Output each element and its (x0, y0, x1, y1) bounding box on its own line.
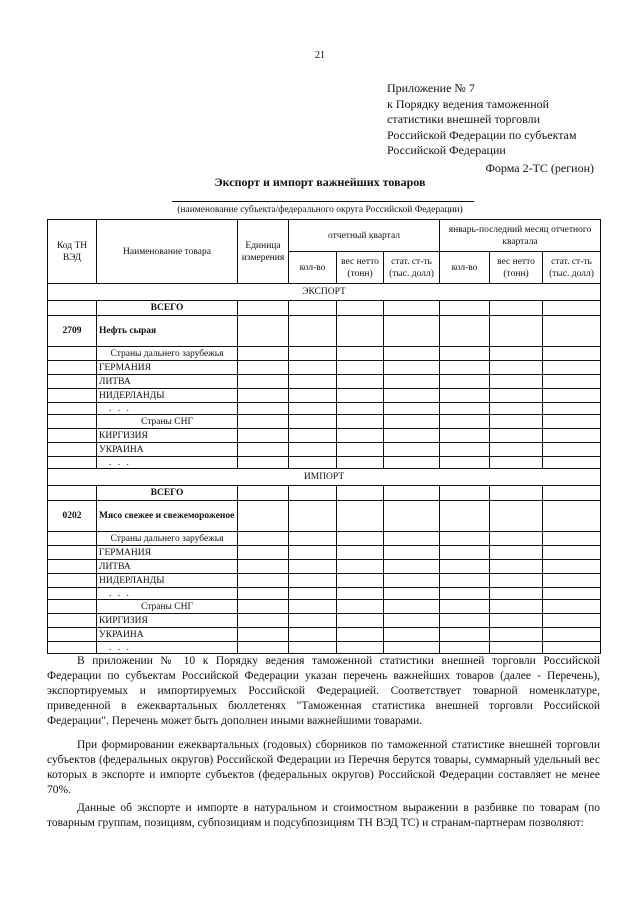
document-title: Экспорт и импорт важнейших товаров (214, 175, 426, 189)
total-label: ВСЕГО (97, 486, 238, 501)
header-unit: Единица измерения (238, 220, 289, 284)
header-net-weight: вес нетто (тонн) (337, 252, 384, 284)
ellipsis-row: . . . (97, 642, 238, 654)
header-stat-value: стат. ст-ть (тыс. долл) (543, 252, 601, 284)
country-row-label: ГЕРМАНИЯ (97, 361, 238, 375)
country-row-label: УКРАИНА (97, 628, 238, 642)
product-code: 2709 (48, 316, 97, 347)
country-row-label: НИДЕРЛАНДЫ (97, 574, 238, 588)
header-quantity: кол-во (289, 252, 337, 284)
ellipsis-row: . . . (97, 588, 238, 600)
body-paragraph: В приложении № 10 к Порядку ведения таможенной статистики внешней торговли Российской Федерации по субъектам Российской Федерации указан перечень важнейших товаров (далее - Перечень), экспортируемых и импортируемых Российской Федерацией. Соответствует товарной номенклатуре, приведенной в ежеквартальных бюллетенях "Таможенная статистика внешней торговли Российской Федерации". Перечень может быть дополнен иными важнейшими товарами. (47, 655, 600, 727)
total-label: ВСЕГО (97, 301, 238, 316)
body-paragraph: При формировании ежеквартальных (годовых) сборников по таможенной статистике внешней торговли субъектов (федеральных округов) Российской Федерации из Перечня берутся товары, суммарный удельный вес которых в экспорте и импорте субъектов (федеральных округов) Российской Федерации составляет не менее 70%. (47, 739, 600, 796)
country-row-label: УКРАИНА (97, 443, 238, 457)
product-code: 0202 (48, 501, 97, 532)
country-group-cis: Страны СНГ (97, 600, 238, 614)
trade-table (47, 219, 601, 654)
country-row-label: НИДЕРЛАНДЫ (97, 389, 238, 403)
subject-underline (172, 201, 474, 202)
appendix-line: Российской Федерации по субъектам (387, 127, 577, 142)
appendix-line: Приложение № 7 (387, 81, 475, 95)
page-number: 21 (315, 50, 325, 61)
appendix-header (387, 81, 577, 159)
body-paragraph: Данные об экспорте и импорте в натуральном и стоимостном выражении в разбивке по товарам (по товарным группам, позициям, субпозициям и подсубпозициям ТН ВЭД ТС) и странам-партнерам позволяют: (47, 802, 600, 829)
header-quantity: кол-во (440, 252, 490, 284)
country-row-label: ГЕРМАНИЯ (97, 546, 238, 560)
country-group-far-abroad: Страны дальнего зарубежья (97, 347, 238, 361)
header-net-weight: вес нетто (тонн) (490, 252, 543, 284)
form-label: Форма 2-ТС (регион) (485, 161, 594, 175)
product-name: Нефть сырая (97, 316, 238, 347)
product-name: Мясо свежее и свежемороженое (97, 501, 238, 532)
country-row-label: КИРГИЗИЯ (97, 614, 238, 628)
country-row-label: КИРГИЗИЯ (97, 429, 238, 443)
section-title-export: ЭКСПОРТ (48, 284, 601, 301)
appendix-line: статистики внешней торговли (387, 112, 541, 126)
subject-caption: (наименование субъекта/федерального округа Российской Федерации) (177, 205, 463, 215)
country-row-label: ЛИТВА (97, 560, 238, 574)
country-group-far-abroad: Страны дальнего зарубежья (97, 532, 238, 546)
header-stat-value: стат. ст-ть (тыс. долл) (384, 252, 440, 284)
country-group-cis: Страны СНГ (97, 415, 238, 429)
appendix-line: Российской Федерации (387, 143, 506, 157)
header-product-name: Наименование товара (97, 220, 238, 284)
appendix-line: к Порядку ведения таможенной (387, 96, 550, 111)
header-reporting-quarter: отчетный квартал (289, 220, 440, 252)
country-row-label: ЛИТВА (97, 375, 238, 389)
header-year-to-date: январь-последний месяц отчетного квартала (440, 220, 601, 252)
header-code: Код ТН ВЭД (48, 220, 97, 284)
ellipsis-row: . . . (97, 457, 238, 469)
ellipsis-row: . . . (97, 403, 238, 415)
section-title-import: ИМПОРТ (48, 469, 601, 486)
